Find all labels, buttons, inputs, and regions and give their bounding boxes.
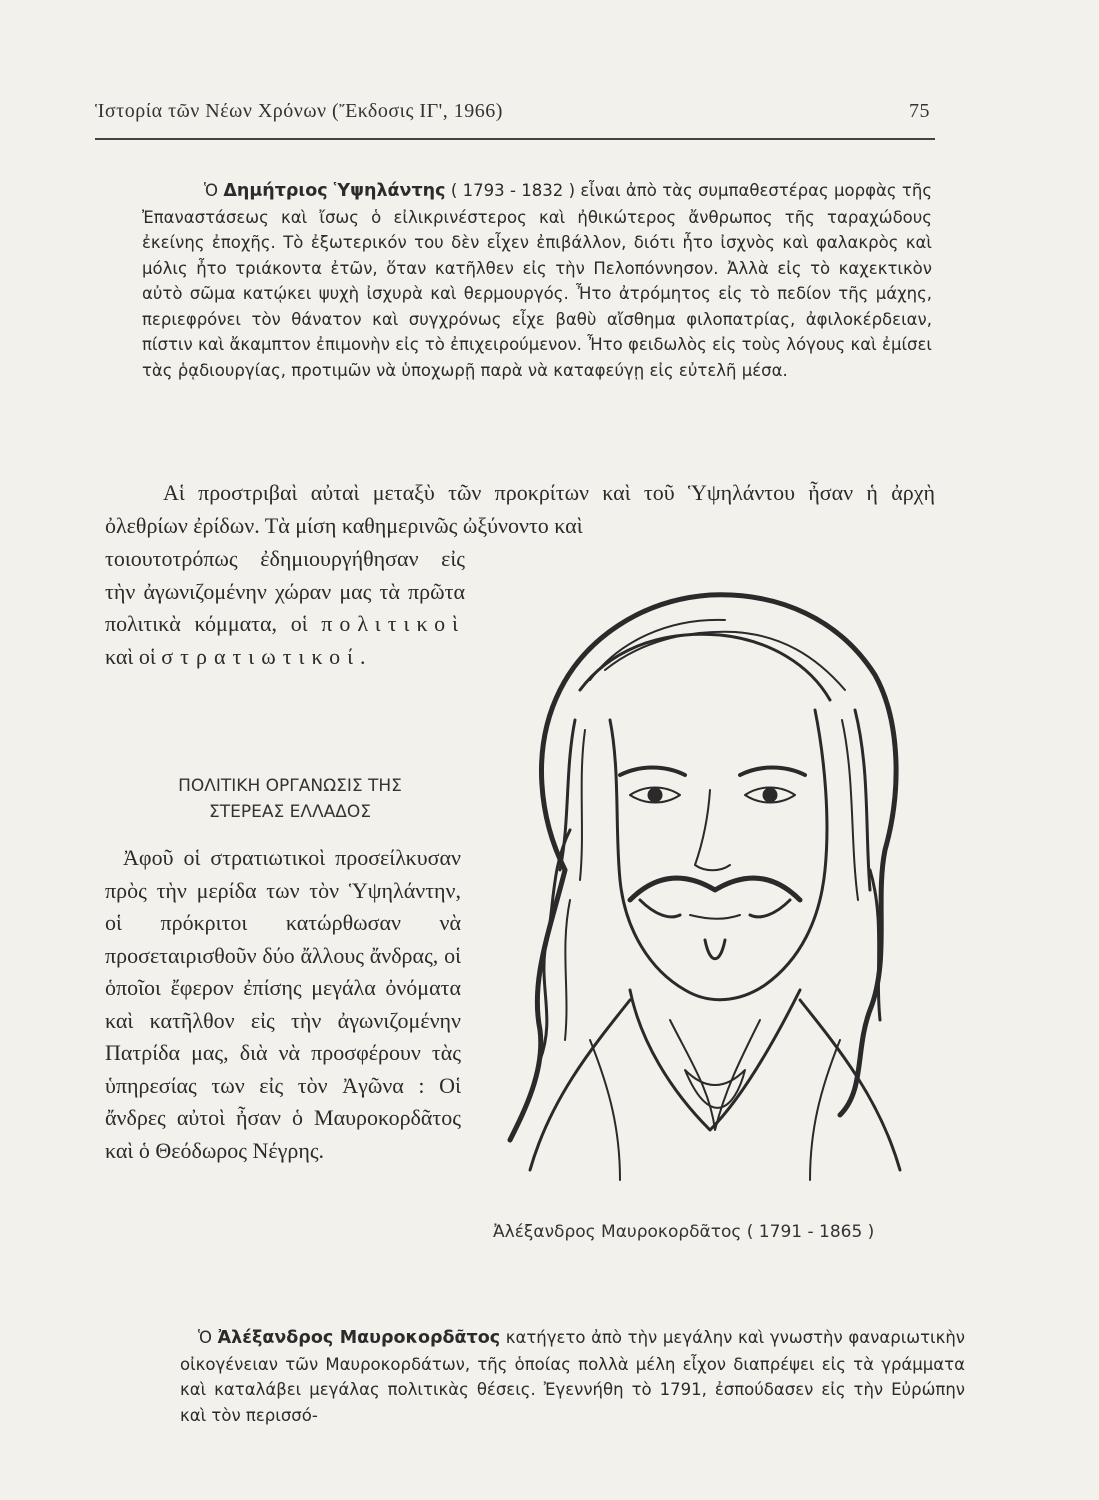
paragraph-text: τοιουτοτρόπως ἐδημιουργήθησαν εἰς τὴν ἀγωνιζομένην χώραν μας τὰ πρῶτα πολιτικὰ κόμματα, οἱ xyxy=(105,546,465,636)
ypsilantis-paragraph xyxy=(142,178,932,383)
section-title-line: ΠΟΛΙΤΙΚΗ ΟΡΓΑΝΩΣΙΣ ΤΗΣ xyxy=(178,776,402,796)
running-header xyxy=(95,100,930,123)
bold-name-ypsilantis: Δημήτριος Ὑψηλάντης xyxy=(223,181,446,201)
spaced-term-politikoi: πολιτικοὶ xyxy=(321,611,465,636)
portrait-caption: Ἀλέξανδρος Μαυροκορδᾶτος ( 1791 - 1865 ) xyxy=(493,1222,875,1242)
page-number: 75 xyxy=(909,100,930,122)
parties-paragraph xyxy=(105,543,465,673)
header-rule xyxy=(95,138,935,140)
section-title xyxy=(110,773,470,825)
organization-paragraph: Ἀφοῦ οἱ στρατιωτικοὶ προσείλκυσαν πρὸς τὴν μερίδα των τὸν Ὑψηλάντην, οἱ πρόκριτοι κατώρθωσαν νὰ προσεταιρισθοῦν δύο ἄλλους ἄνδρας, οἱ ὁποῖοι ἔφερον ἐπίσης μεγάλα ὀνόματα καὶ κατῆλθον εἰς τὴν ἀγωνιζομένην Πατρίδα μας, διὰ νὰ προσφέρουν τὰς ὑπηρεσίας των εἰς τὸν Ἀγῶνα : Οἱ ἄνδρες αὐτοὶ ἦσαν ὁ Μαυροκορδᾶτος καὶ ὁ Θεόδωρος Νέγρης. xyxy=(105,845,461,1163)
paragraph-text: ( 1793 - 1832 ) εἶναι ἀπὸ τὰς συμπαθεστέρας μορφὰς τῆς Ἐπαναστάσεως καὶ ἴσως ὁ εἰλικρινέστερος καὶ ἠθικώτερος ἄνθρωπος τῆς ταραχώδους ἐκείνης ἐποχῆς. Τὸ ἐξωτερικόν του δὲν εἶχεν ἐπιβάλλον, διότι ἦτο ἰσχνὸς καὶ φαλακρὸς καὶ μόλις ἦτο τριάκοντα ἐτῶν, ὅταν κατῆλθεν εἰς τὴν Πελοπόννησον. Ἀλλὰ εἰς τὸ καχεκτικὸν αὐτὸ σῶμα κατῴκει ψυχὴ ἰσχυρὰ καὶ θερμουργός. Ἦτο ἀτρόμητος εἰς τὸ πεδίον τῆς μάχης, περιεφρόνει τὸν θάνατον καὶ συγχρόνως εἶχε βαθὺ αἴσθημα φιλοπατρίας, ἀφιλοκέρδειαν, πίστιν καὶ ἄκαμπτον ἐπιμονὴν εἰς τὸ ἐπιχειρούμενον. Ἦτο φειδωλὸς εἰς τοὺς λόγους καὶ ἐμίσει τὰς ῥᾳδιουργίας, προτιμῶν νὰ ὑποχωρῇ παρὰ νὰ καταφεύγῃ εἰς εὐτελῆ μέσα. xyxy=(142,181,932,380)
lead-article: Ὁ xyxy=(198,1328,218,1347)
paragraph-text: κατήγετο ἀπὸ τὴν μεγάλην καὶ γνωστὴν φαναριωτικὴν οἰκογένειαν τῶν Μαυροκορδάτων, τῆς ὁποίας πολλὰ μέλη εἶχον διαπρέψει εἰς τὰ γράμματα καὶ καταλάβει μεγάλας πολιτικὰς θέσεις. Ἐγεννήθη τὸ 1791, ἐσπούδασεν εἰς τὴν Εὐρώπην καὶ τὸν περισσό- xyxy=(180,1328,966,1425)
paragraph-end: . xyxy=(360,643,366,669)
paragraph-text: καὶ οἱ xyxy=(105,643,162,669)
lead-article: Ὁ xyxy=(204,181,224,200)
bold-name-mavrokordatos: Ἀλέξανδρος Μαυροκορδᾶτος xyxy=(217,1328,501,1348)
header-title: Ἱστορία τῶν Νέων Χρόνων (Ἔκδοσις ΙΓ', 1966) xyxy=(95,100,503,122)
spaced-term-stratiotikoi: στρατιωτικοί xyxy=(161,643,360,669)
frictions-paragraph: Αἱ προστριβαὶ αὐταὶ μεταξὺ τῶν προκρίτων καὶ τοῦ Ὑψηλάντου ἦσαν ἡ ἀρχὴ ὀλεθρίων ἐρίδων. Τὰ μίση καθημερινῶς ὠξύνοντο καὶ xyxy=(105,480,935,538)
mavrokordatos-portrait xyxy=(470,570,960,1210)
mavrokordatos-paragraph xyxy=(180,1325,965,1428)
section-title-line: ΣΤΕΡΕΑΣ ΕΛΛΑΔΟΣ xyxy=(208,802,371,822)
